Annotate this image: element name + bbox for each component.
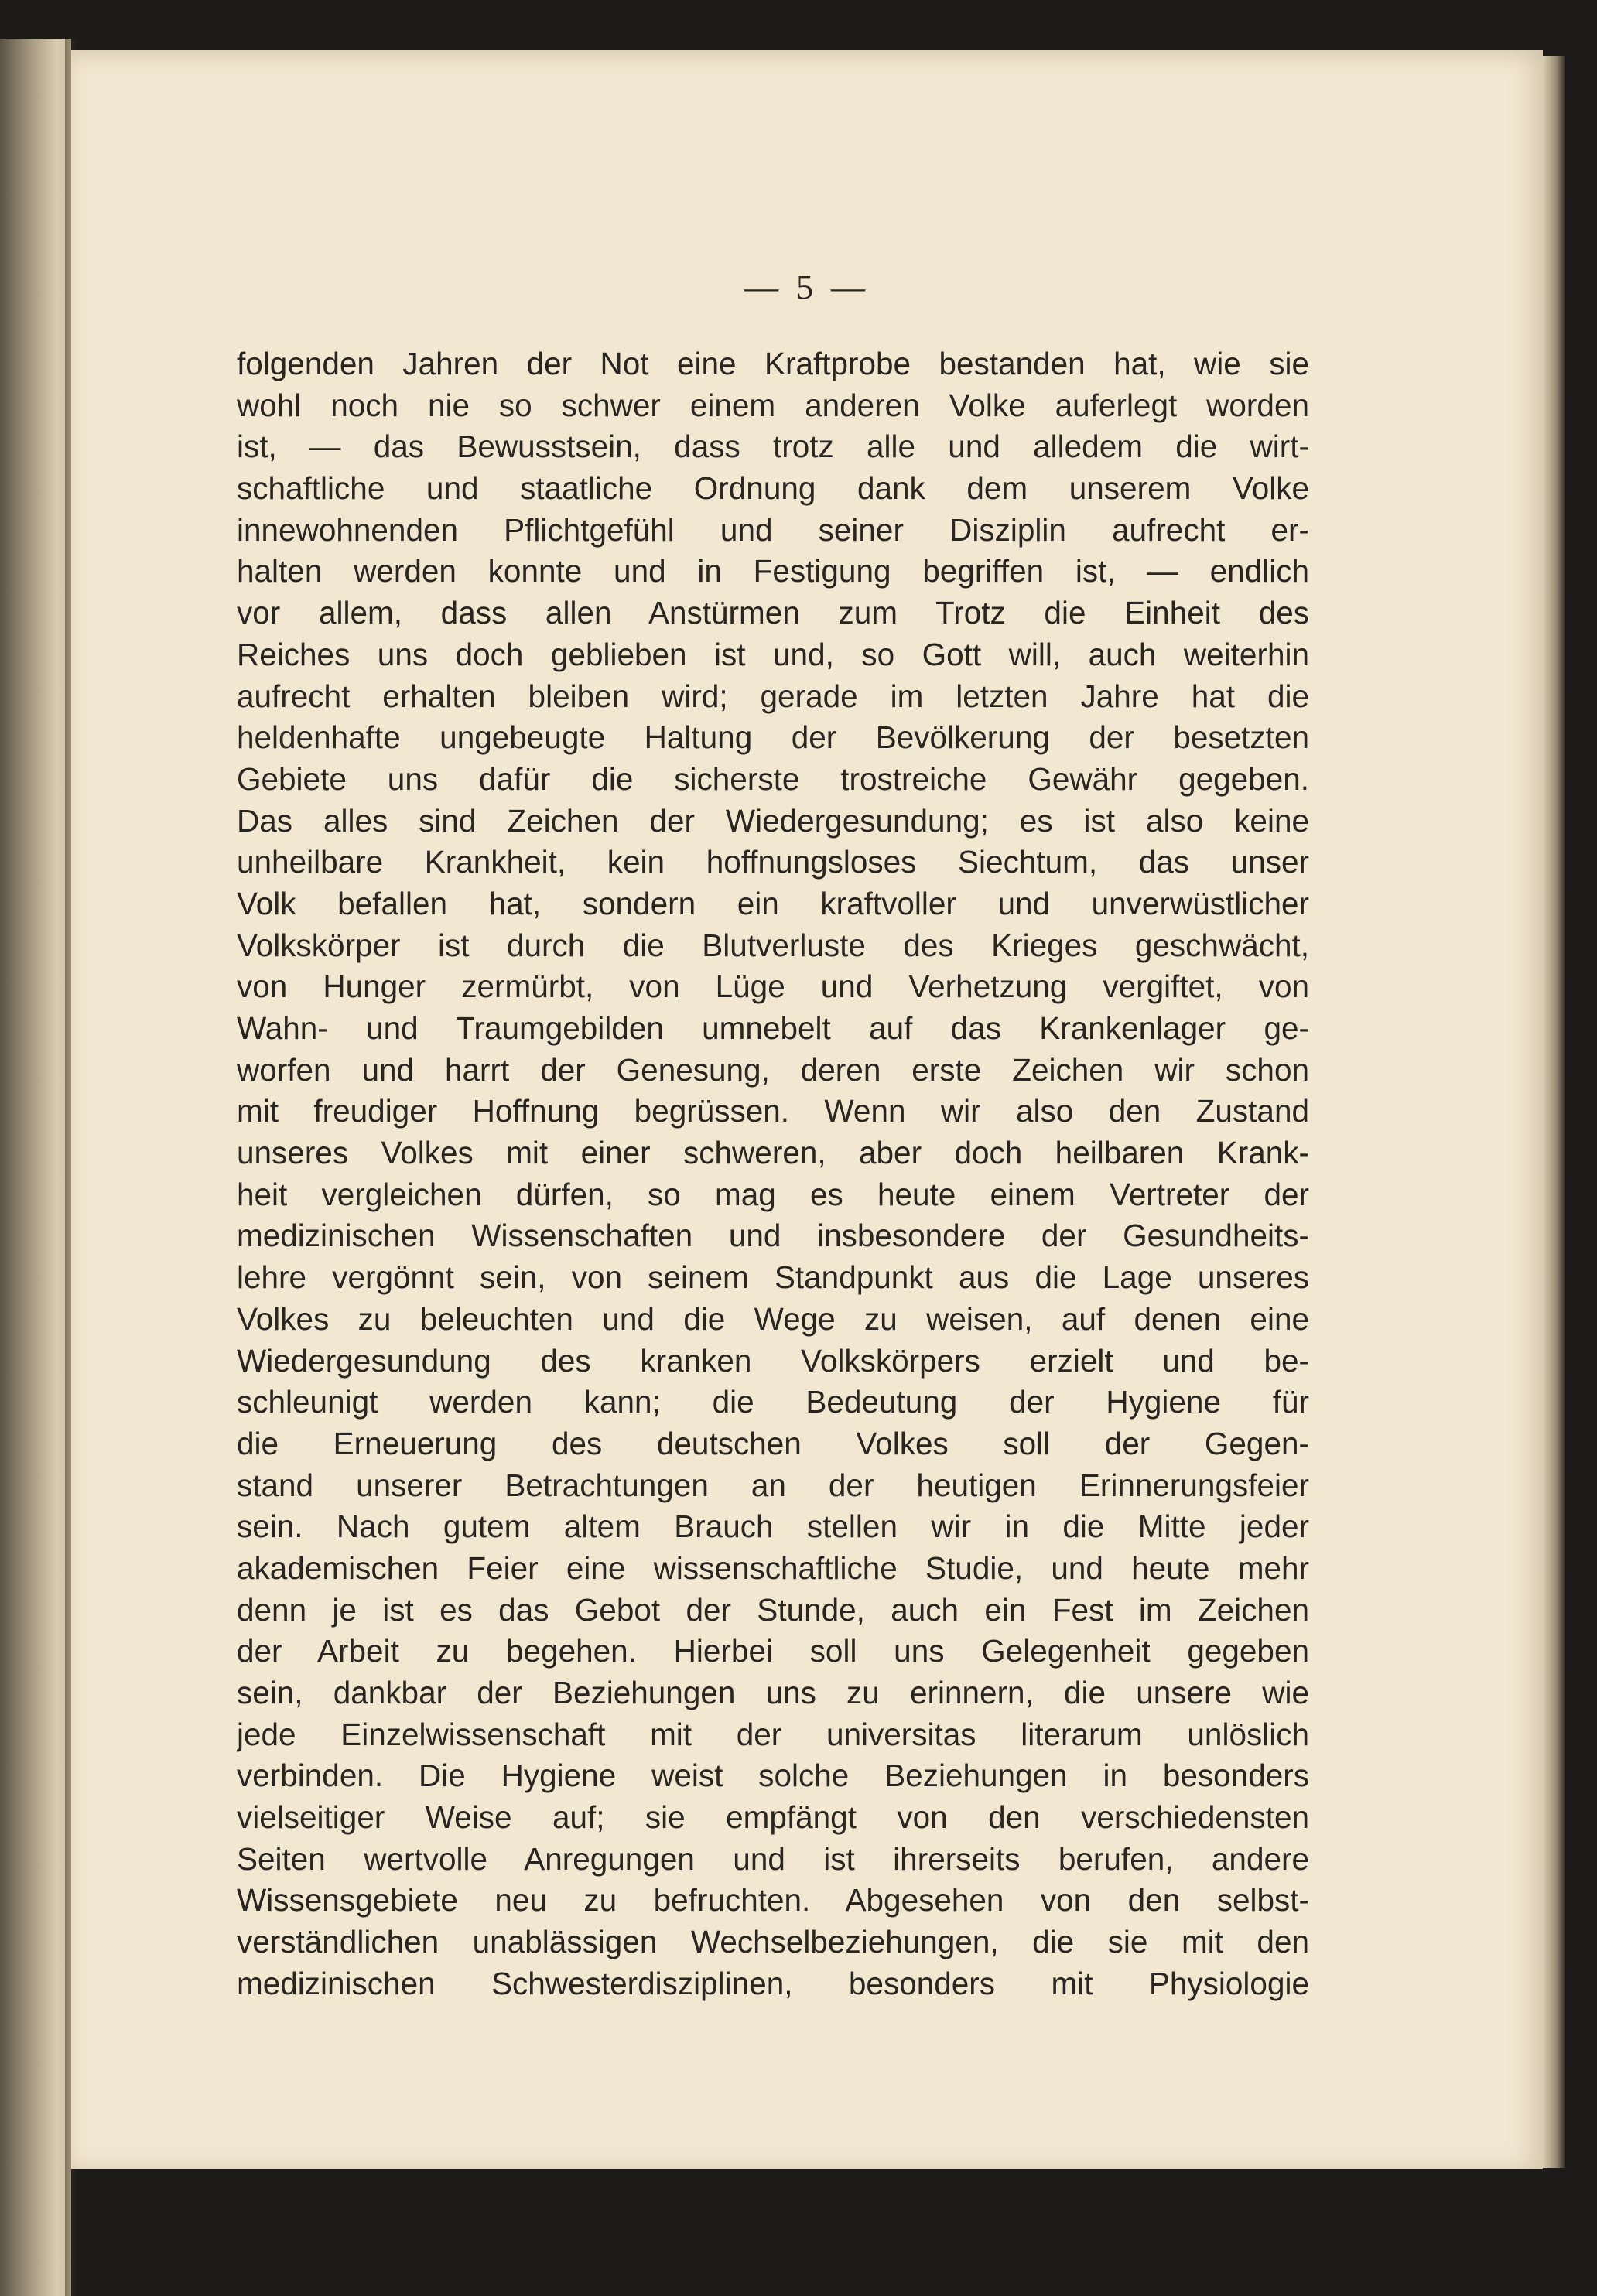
text-line: mit freudiger Hoffnung begrüssen. Wenn wir also den Zustand [237,1093,1309,1129]
facing-page-edge [0,39,71,2296]
text-line: denn je ist es das Gebot der Stunde, auch ein Fest im Zeichen [237,1591,1309,1628]
page-stack-edge [1543,56,1565,2168]
text-line: Wissensgebiete neu zu befruchten. Abgesehen von den selbst- [237,1882,1309,1918]
text-line: jede Einzelwissenschaft mit der universitas literarum unlöslich [237,1716,1309,1752]
text-line: wohl noch nie so schwer einem anderen Volke auferlegt worden [237,387,1309,423]
text-line: Das alles sind Zeichen der Wiedergesundung; es ist also keine [237,802,1309,839]
text-line: ist, — das Bewusstsein, dass trotz alle und alledem die wirt- [237,429,1309,465]
text-line: sein, dankbar der Beziehungen uns zu erinnern, die unsere wie [237,1675,1309,1710]
text-line: vielseitiger Weise auf; sie empfängt von den verschiedensten [237,1799,1309,1836]
text-line: heldenhafte ungebeugte Haltung der Bevölkerung der besetzten [237,719,1309,756]
text-line: verständlichen unablässigen Wechselbeziehungen, die sie mit den [237,1924,1309,1960]
text-line: aufrecht erhalten bleiben wird; gerade im letzten Jahre hat die [237,678,1309,714]
text-line: Wiedergesundung des kranken Volkskörpers erzielt und be- [237,1342,1309,1379]
text-line: akademischen Feier eine wissenschaftliche Studie, und heute mehr [237,1549,1309,1586]
text-line: Volkes zu beleuchten und die Wege zu weisen, auf denen eine [237,1300,1309,1337]
book-page [71,50,1543,2169]
text-line: unheilbare Krankheit, kein hoffnungsloses Siechtum, das unser [237,844,1309,880]
text-line: verbinden. Die Hygiene weist solche Beziehungen in besonders [237,1758,1309,1794]
text-line: schaftliche und staatliche Ordnung dank dem unserem Volke [237,470,1309,507]
text-line: stand unserer Betrachtungen an der heutigen Erinnerungsfeier [237,1467,1309,1503]
text-line: die Erneuerung des deutschen Volkes soll der Gegen- [237,1425,1309,1461]
text-line: sein. Nach gutem altem Brauch stellen wir in die Mitte jeder [237,1508,1309,1545]
text-line: medizinischen Schwesterdisziplinen, besonders mit Physiologie [237,1965,1309,2001]
text-line: Reiches uns doch geblieben ist und, so Gott will, auch weiterhin [237,636,1309,672]
text-line: Seiten wertvolle Anregungen und ist ihrerseits berufen, andere [237,1840,1309,1877]
text-line: medizinischen Wissenschaften und insbesondere der Gesundheits- [237,1218,1309,1254]
body-text [237,343,1309,2005]
text-line: Wahn- und Traumgebilden umnebelt auf das Krankenlager ge- [237,1010,1309,1046]
text-line: Volk befallen hat, sondern ein kraftvoller und unverwüstlicher [237,885,1309,921]
text-line: vor allem, dass allen Anstürmen zum Trotz die Einheit des [237,595,1309,631]
text-line: schleunigt werden kann; die Bedeutung der Hygiene für [237,1384,1309,1420]
text-line: halten werden konnte und in Festigung begriffen ist, — endlich [237,553,1309,589]
page-number: — 5 — [744,268,870,306]
text-line: heit vergleichen dürfen, so mag es heute einem Vertreter der [237,1176,1309,1212]
text-line: Gebiete uns dafür die sicherste trostreiche Gewähr gegeben. [237,760,1309,797]
text-line: von Hunger zermürbt, von Lüge und Verhetzung vergiftet, von [237,969,1309,1005]
text-line: innewohnenden Pflichtgefühl und seiner Disziplin aufrecht er- [237,511,1309,548]
text-line: unseres Volkes mit einer schweren, aber doch heilbaren Krank- [237,1135,1309,1171]
text-line: folgenden Jahren der Not eine Kraftprobe bestanden hat, wie sie [237,346,1309,381]
text-line: der Arbeit zu begehen. Hierbei soll uns Gelegenheit gegeben [237,1633,1309,1669]
text-line: lehre vergönnt sein, von seinem Standpunkt aus die Lage unseres [237,1259,1309,1296]
text-line: worfen und harrt der Genesung, deren erste Zeichen wir schon [237,1051,1309,1088]
text-line: Volkskörper ist durch die Blutverluste des Krieges geschwächt, [237,927,1309,963]
